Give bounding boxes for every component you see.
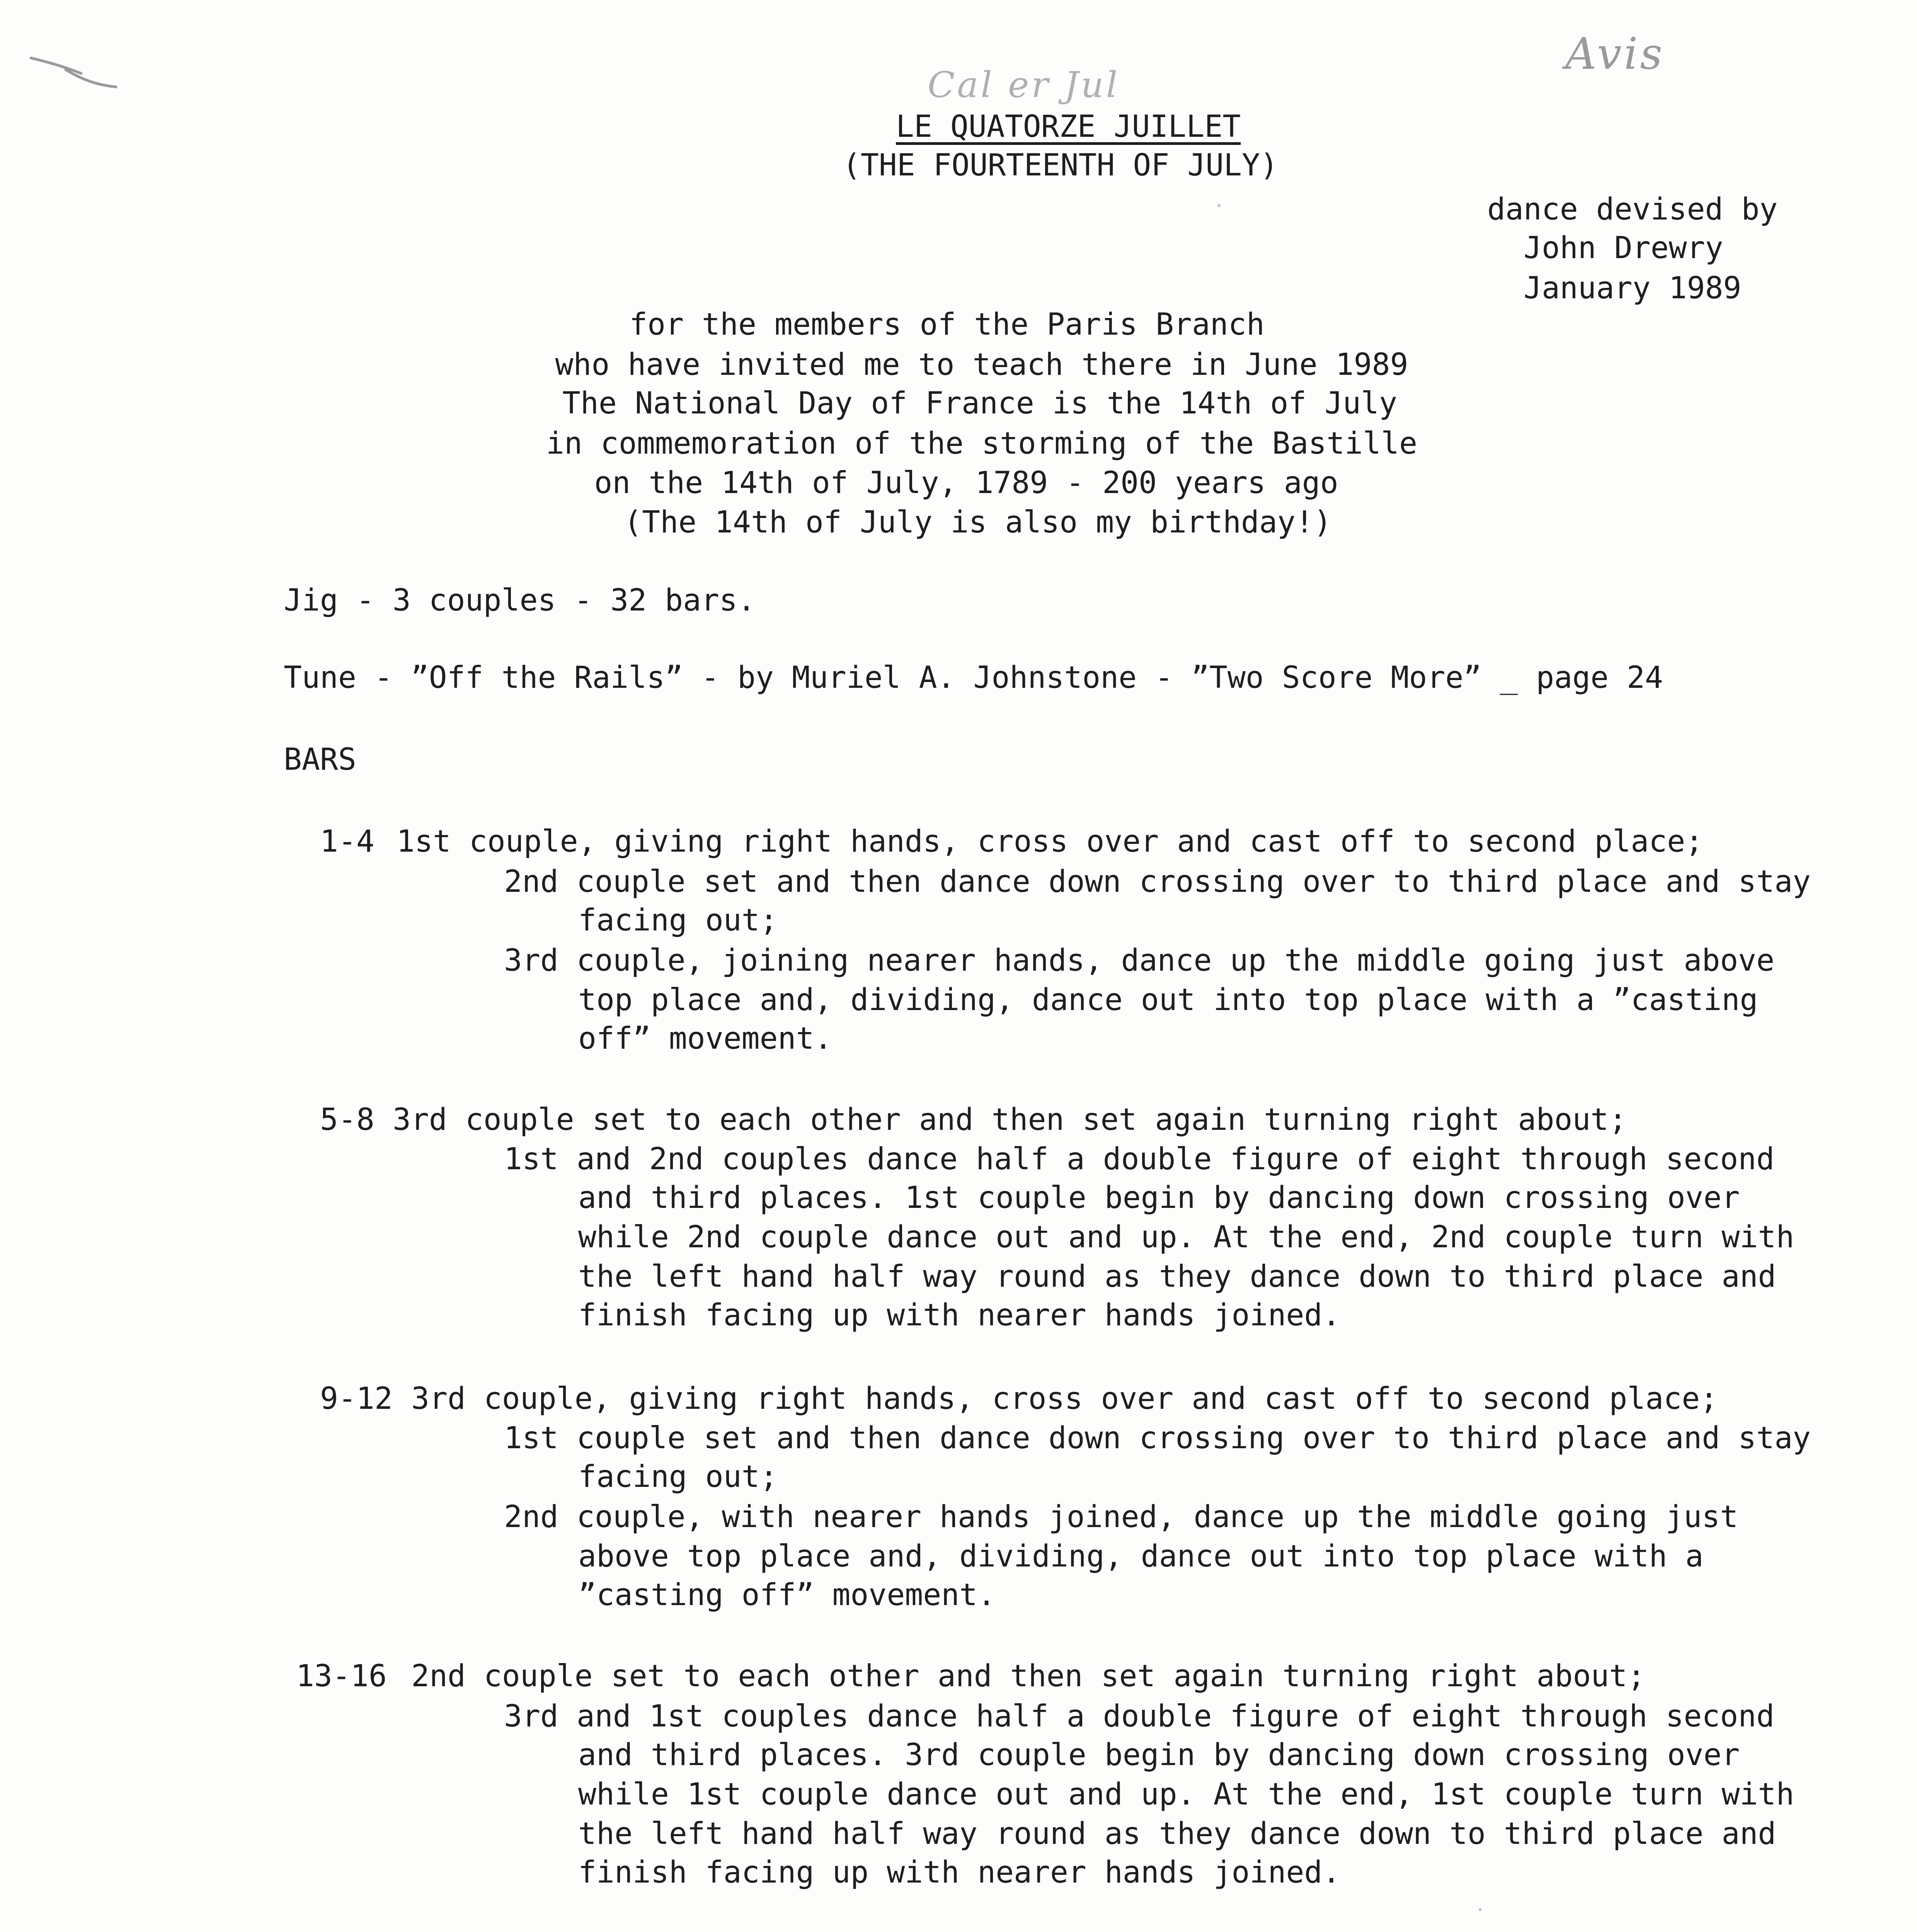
dedication-line: The National Day of France is the 14th of July [562,386,1398,421]
instruction-line: off” movement. [578,1021,833,1056]
instruction-line: the left hand half way round as they dance down to third place and [578,1259,1776,1294]
instruction-line: 3rd and 1st couples dance half a double figure of eight through second [504,1699,1775,1734]
instruction-line: facing out; [578,903,778,938]
instruction-line: facing out; [578,1459,778,1494]
instruction-line: finish facing up with nearer hands joined. [578,1298,1341,1333]
instruction-line: and third places. 3rd couple begin by dancing down crossing over [578,1738,1740,1772]
instruction-line: the left hand half way round as they dance down to third place and [578,1816,1776,1851]
instruction-line: 2nd couple, with nearer hands joined, dance up the middle going just [504,1500,1738,1534]
bar-range: 1-4 [320,824,375,859]
instruction-line: while 2nd couple dance out and up. At the end, 2nd couple turn with [578,1220,1794,1255]
handwritten-note-title: Cal er Jul [928,64,1120,105]
dedication-line: on the 14th of July, 1789 - 200 years ago [594,466,1338,500]
bar-range: 5-8 [320,1102,375,1137]
paper-speck [1217,204,1221,207]
bar-range: 9-12 [320,1381,393,1416]
instruction-line: 2nd couple set to each other and then set again turning right about; [411,1659,1646,1694]
instruction-line: 2nd couple set and then dance down crossing over to third place and stay [504,864,1811,899]
credit-author: John Drewry [1524,231,1723,265]
instruction-line: 3rd couple set to each other and then set again turning right about; [393,1102,1627,1137]
credit-date: January 1989 [1524,271,1742,306]
dedication-line: who have invited me to teach there in June 1989 [555,347,1408,382]
dedication-line: (The 14th of July is also my birthday!) [624,505,1332,540]
instruction-line: top place and, dividing, dance out into top place with a ”casting [578,983,1758,1017]
instruction-line: and third places. 1st couple begin by dancing down crossing over [578,1180,1740,1215]
dedication-line: for the members of the Paris Branch [629,307,1265,342]
document-subtitle: (THE FOURTEENTH OF JULY) [843,148,1279,183]
instruction-line: 3rd couple, giving right hands, cross over and cast off to second place; [411,1381,1718,1416]
bar-range: 13-16 [296,1659,387,1694]
instruction-line: 3rd couple, joining nearer hands, dance up the middle going just above [504,943,1775,978]
corner-scribble-mark [27,43,120,89]
tune-info: Tune - ”Off the Rails” - by Muriel A. Johnstone - ”Two Score More” _ page 24 [284,660,1663,695]
instruction-line: 1st couple set and then dance down crossing over to third place and stay [504,1421,1811,1456]
instruction-line: ”casting off” movement. [578,1578,996,1612]
credit-line: dance devised by [1487,192,1778,227]
dance-format: Jig - 3 couples - 32 bars. [284,583,756,618]
instruction-line: 1st couple, giving right hands, cross over and cast off to second place; [397,824,1704,859]
dedication-line: in commemoration of the storming of the Bastille [546,426,1418,461]
instruction-line: while 1st couple dance out and up. At the end, 1st couple turn with [578,1777,1794,1812]
bars-heading: BARS [284,742,356,777]
handwritten-note-avis: Avis [1565,29,1665,79]
document-title: LE QUATORZE JUILLET [896,109,1241,144]
instruction-line: above top place and, dividing, dance out into top place with a [578,1539,1704,1574]
instruction-line: finish facing up with nearer hands joined. [578,1855,1341,1890]
instruction-line: 1st and 2nd couples dance half a double figure of eight through second [504,1142,1775,1177]
paper-speck [1479,1908,1482,1911]
